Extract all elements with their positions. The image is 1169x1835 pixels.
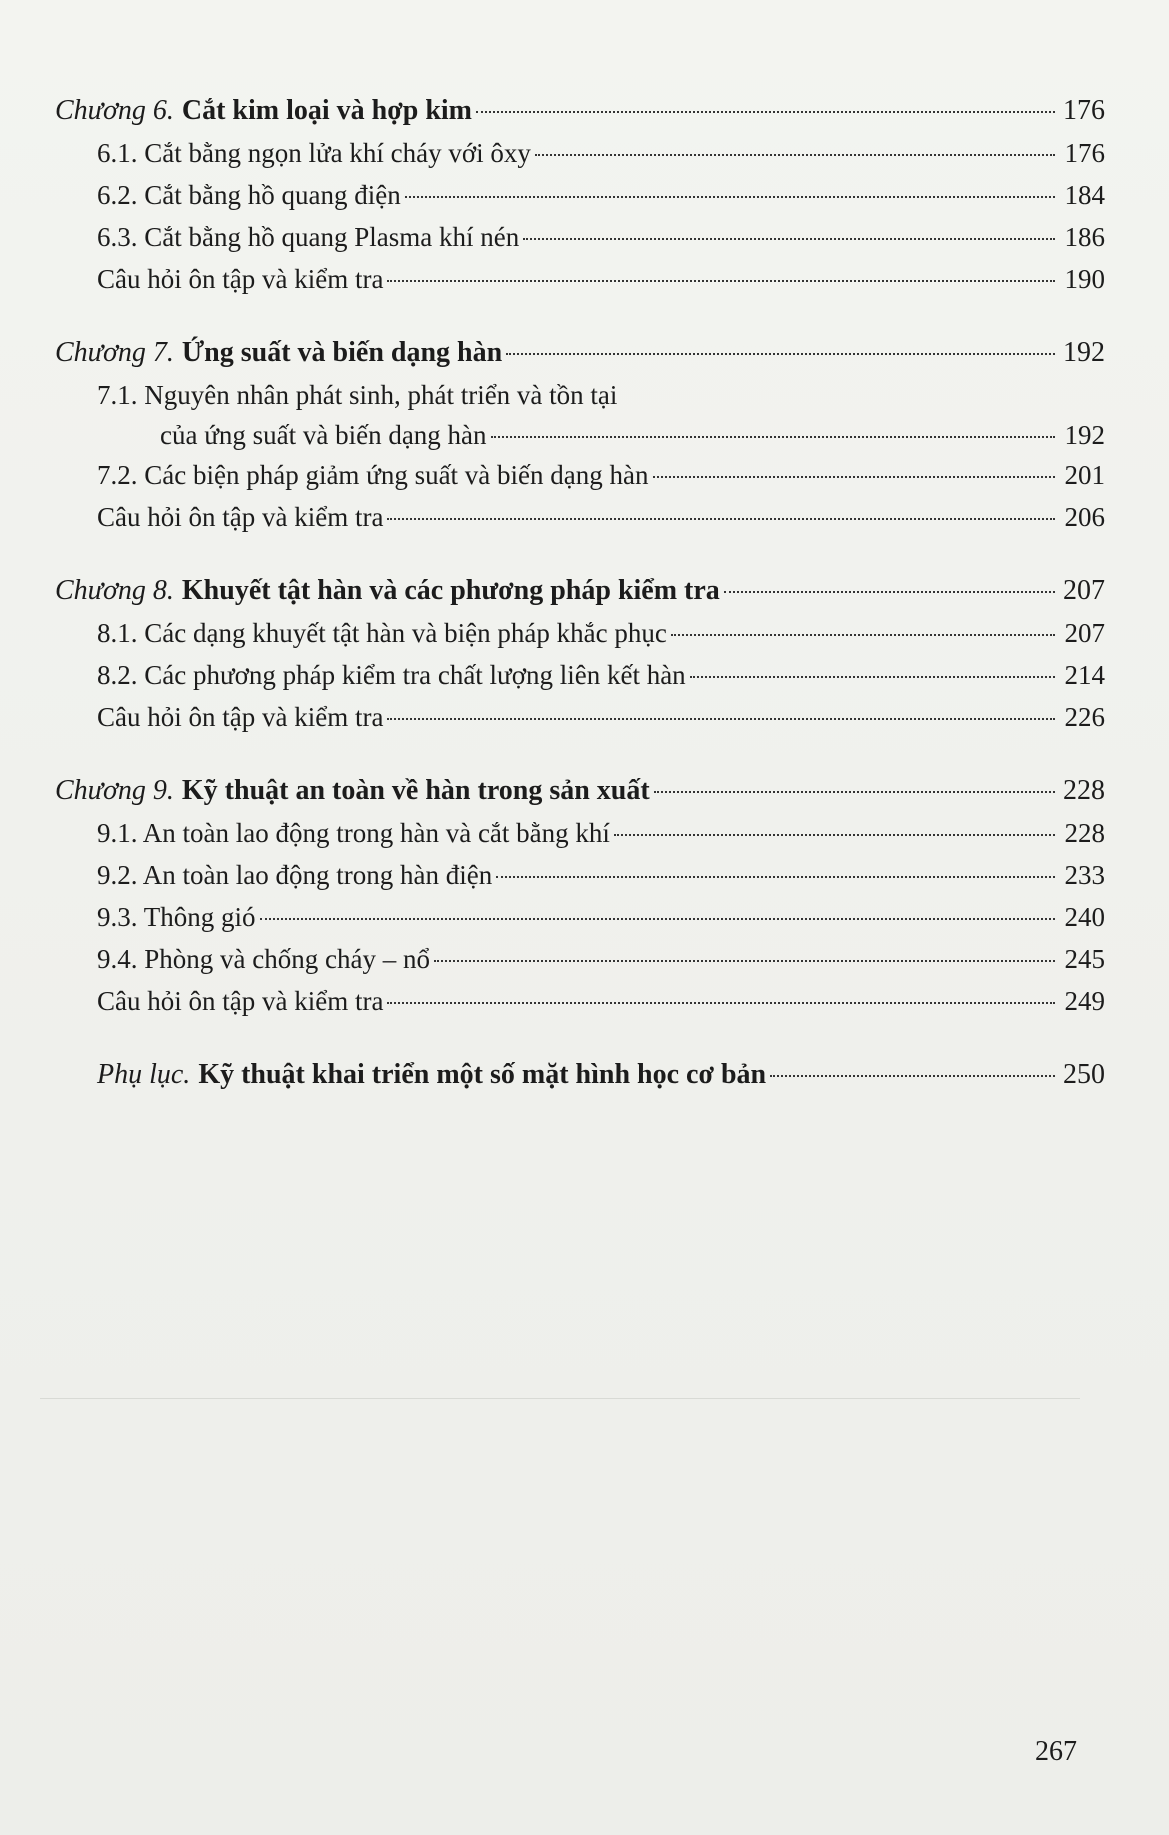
dot-leader — [724, 591, 1055, 593]
chapter-9-block — [55, 770, 1105, 1022]
chapter-6-entry — [55, 90, 1105, 132]
toc-item — [55, 174, 1105, 216]
item-text: 9.1. An toàn lao động trong hàn và cắt bằng khí — [97, 818, 610, 848]
chapter-label: Chương 7. — [55, 337, 174, 368]
chapter-6-block — [55, 90, 1105, 300]
page-ref: 176 — [1063, 95, 1105, 126]
page-ref: 192 — [1064, 420, 1105, 450]
chapter-title: Ứng suất và biến dạng hàn — [181, 337, 503, 368]
appendix-entry — [55, 1054, 1105, 1096]
item-text: 9.3. Thông gió — [97, 902, 256, 932]
page-ref: 250 — [1063, 1059, 1105, 1090]
toc-item — [55, 854, 1105, 896]
toc-item-continuation — [55, 416, 1105, 454]
table-of-contents — [55, 90, 1105, 1096]
page-number: 267 — [1035, 1736, 1077, 1767]
item-text: 6.1. Cắt bằng ngọn lửa khí cháy với ôxy — [97, 138, 531, 168]
page-ref: 192 — [1063, 337, 1105, 368]
page-ref: 214 — [1064, 660, 1105, 690]
toc-item — [55, 938, 1105, 980]
item-text: 9.2. An toàn lao động trong hàn điện — [97, 860, 493, 890]
dot-leader — [387, 518, 1055, 520]
dot-leader — [654, 791, 1055, 793]
toc-item — [55, 654, 1105, 696]
toc-item — [55, 612, 1105, 654]
chapter-title: Kỹ thuật an toàn về hàn trong sản xuất — [181, 775, 650, 806]
item-text: Câu hỏi ôn tập và kiểm tra — [97, 986, 384, 1016]
item-text: Câu hỏi ôn tập và kiểm tra — [97, 502, 384, 532]
chapter-9-entry — [55, 770, 1105, 812]
chapter-8-entry — [55, 570, 1105, 612]
chapter-7-entry — [55, 332, 1105, 374]
item-text: 7.1. Nguyên nhân phát sinh, phát triển và tồn tại — [97, 380, 618, 410]
page-ref: 240 — [1064, 902, 1105, 932]
toc-item — [55, 454, 1105, 496]
dot-leader — [653, 476, 1056, 478]
dot-leader — [434, 960, 1055, 962]
page-ref: 176 — [1064, 138, 1105, 168]
page-ref: 206 — [1064, 502, 1105, 532]
dot-leader — [496, 876, 1055, 878]
chapter-7-block — [55, 332, 1105, 538]
item-text: Câu hỏi ôn tập và kiểm tra — [97, 702, 384, 732]
toc-item — [55, 258, 1105, 300]
chapter-8-block — [55, 570, 1105, 738]
appendix-label: Phụ lục. — [97, 1059, 191, 1090]
dot-leader — [387, 280, 1055, 282]
page-ref: 184 — [1064, 180, 1105, 210]
dot-leader — [523, 238, 1055, 240]
toc-item — [55, 132, 1105, 174]
toc-item — [55, 216, 1105, 258]
toc-item — [55, 812, 1105, 854]
chapter-title: Cắt kim loại và hợp kim — [181, 95, 472, 126]
appendix-title: Kỹ thuật khai triển một số mặt hình học cơ bản — [198, 1059, 767, 1090]
page-ref: 228 — [1064, 818, 1105, 848]
dot-leader — [770, 1075, 1055, 1077]
dot-leader — [260, 918, 1055, 920]
dot-leader — [491, 436, 1055, 438]
toc-item — [55, 374, 1105, 416]
item-text: của ứng suất và biến dạng hàn — [160, 420, 487, 450]
item-text: 7.2. Các biện pháp giảm ứng suất và biến dạng hàn — [97, 460, 649, 490]
toc-item — [55, 980, 1105, 1022]
dot-leader — [405, 196, 1055, 198]
page-ref: 249 — [1064, 986, 1105, 1016]
chapter-label: Chương 9. — [55, 775, 174, 806]
dot-leader — [476, 111, 1055, 113]
chapter-label: Chương 6. — [55, 95, 174, 126]
item-text: 6.3. Cắt bằng hồ quang Plasma khí nén — [97, 222, 520, 252]
dot-leader — [671, 634, 1055, 636]
item-text: 9.4. Phòng và chống cháy – nổ — [97, 944, 430, 974]
item-text: Câu hỏi ôn tập và kiểm tra — [97, 264, 384, 294]
dot-leader — [387, 1002, 1055, 1004]
item-text: 6.2. Cắt bằng hồ quang điện — [97, 180, 401, 210]
page-ref: 226 — [1064, 702, 1105, 732]
dot-leader — [614, 834, 1055, 836]
toc-item — [55, 896, 1105, 938]
dot-leader — [690, 676, 1055, 678]
chapter-title: Khuyết tật hàn và các phương pháp kiểm tra — [181, 575, 720, 606]
page-ref: 201 — [1064, 460, 1105, 490]
page-ref: 245 — [1064, 944, 1105, 974]
dot-leader — [535, 154, 1055, 156]
toc-item — [55, 496, 1105, 538]
page-ref: 207 — [1064, 618, 1105, 648]
dot-leader — [506, 353, 1055, 355]
toc-item — [55, 696, 1105, 738]
page-ref: 190 — [1064, 264, 1105, 294]
page-ref: 228 — [1063, 775, 1105, 806]
item-text: 8.1. Các dạng khuyết tật hàn và biện pháp khắc phục — [97, 618, 667, 648]
page-ref: 233 — [1064, 860, 1105, 890]
bleed-through-rule — [40, 1398, 1080, 1399]
page-ref: 207 — [1063, 575, 1105, 606]
item-text: 8.2. Các phương pháp kiểm tra chất lượng liên kết hàn — [97, 660, 686, 690]
chapter-label: Chương 8. — [55, 575, 174, 606]
dot-leader — [387, 718, 1055, 720]
page-ref: 186 — [1064, 222, 1105, 252]
